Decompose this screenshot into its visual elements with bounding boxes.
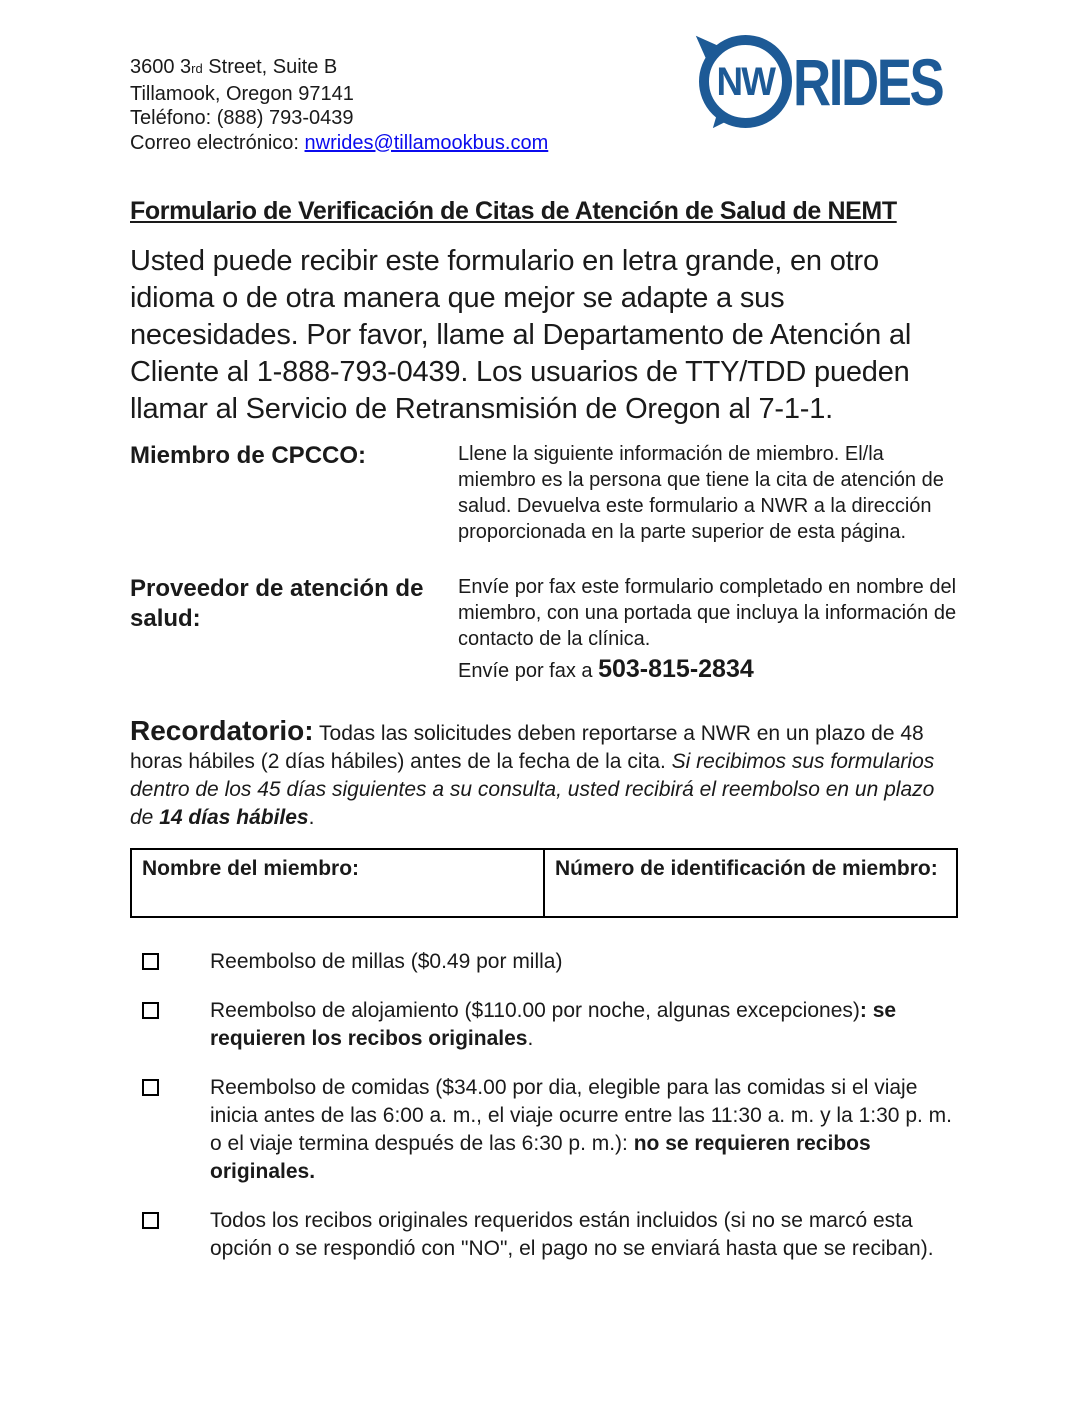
item-text-end: . [527,1027,534,1050]
item-text-regular: Reembolso de millas ($0.49 por milla) [210,950,563,973]
logo-nw-text: NW [716,59,775,104]
address-line-street [130,55,548,82]
section-member-description: Llene la siguiente información de miembro. El/la miembro es la persona que tiene la cita de atención de salud. Devuelva este formulario a NWR a la dirección proporcionada en la parte superior de esta página. [458,443,944,543]
street-name: Street, Suite B [202,56,338,78]
section-member [130,441,958,545]
intro-paragraph: Usted puede recibir este formulario en letra grande, en otro idioma o de otra manera que mejor se adapte a sus necesidades. Por favor, llame al Departamento de Atención al Cliente al 1-888-793-0439. Los usuarios de TTY/TDD pueden llamar al Servicio de Retransmisión de Oregon al 7-1-1. [130,245,912,425]
list-item-text [210,1074,958,1186]
fax-line [458,655,958,684]
section-member-label: Miembro de CPCCO: [130,442,367,469]
checkbox-mileage[interactable] [142,953,159,970]
list-item-receipts [130,1207,958,1263]
street-ordinal: rd [191,61,203,76]
table-row [131,849,957,917]
compass-arrow-icon [689,29,722,62]
email-label: Correo electrónico: [130,131,305,154]
page-title: Formulario de Verificación de Citas de Atención de Salud de NEMT [130,197,897,225]
street-number: 3600 3 [130,56,192,78]
member-info-table [130,848,958,918]
address-line-email [130,131,548,156]
list-item-text [210,1207,958,1263]
nw-rides-logo [699,35,980,128]
logo-compass-circle [699,35,792,128]
fax-prefix: Envíe por fax a [458,660,599,682]
item-text-regular: Reembolso de alojamiento ($110.00 por noche, algunas excepciones) [210,999,860,1022]
section-provider [130,574,958,684]
item-text-bold: no se requieren recibos originales. [210,1132,871,1183]
item-text-regular: Reembolso de comidas ($34.00 por dia, elegible para las comidas si el viaje inicia antes de las 6:00 a. m., el viaje ocurre entre las 11:30 a. m. y la 1:30 p. m. o el viaje termina después de las 6:30 p. m.): [210,1076,952,1155]
section-provider-description: Envíe por fax este formulario completado en nombre del miembro, con una portada que incluya la información de contacto de la clínica. [458,576,957,650]
list-item-text [210,948,958,976]
reimbursement-checklist [130,948,958,1263]
email-link[interactable]: nwrides@tillamookbus.com [304,131,549,154]
list-item-text [210,997,958,1053]
member-id-cell[interactable]: Número de identificación de miembro: [544,849,957,917]
reminder-text-bold-italic: 14 días hábiles [159,806,309,829]
member-name-cell[interactable]: Nombre del miembro: [131,849,544,917]
item-text-regular: Todos los recibos originales requeridos están incluidos (si no se marcó esta opción o se respondió con "NO", el pago no se enviará hasta que se reciban). [210,1209,934,1260]
list-item-lodging [130,997,958,1053]
reminder-text-regular: Todas las solicitudes deben reportarse a NWR en un plazo de 48 horas hábiles (2 días hábiles) antes de la fecha de la cita. [130,722,924,773]
section-provider-body [458,574,958,684]
reminder-text-end: . [308,806,315,829]
list-item-mileage [130,948,958,976]
reminder-paragraph [130,717,958,832]
checkbox-meals[interactable] [142,1079,159,1096]
reminder-text-italic: Si recibimos sus formularios dentro de los 45 días siguientes a su consulta, usted recibirá el reembolso en un plazo de [130,750,935,829]
checkbox-receipts[interactable] [142,1212,159,1229]
reminder-label: Recordatorio: [130,715,314,746]
checkbox-lodging[interactable] [142,1002,159,1019]
header [130,44,958,155]
compass-tail-icon [708,111,729,132]
address-line-city: Tillamook, Oregon 97141 [130,82,354,105]
logo-wordmark: RIDES [793,44,943,119]
item-text-bold: : se requieren los recibos originales [210,999,897,1050]
address-line-phone: Teléfono: (888) 793-0439 [130,107,354,129]
list-item-meals [130,1074,958,1186]
section-provider-label: Proveedor de atención de salud: [130,575,424,632]
fax-number: 503-815-2834 [598,655,754,683]
address-block [130,55,548,155]
